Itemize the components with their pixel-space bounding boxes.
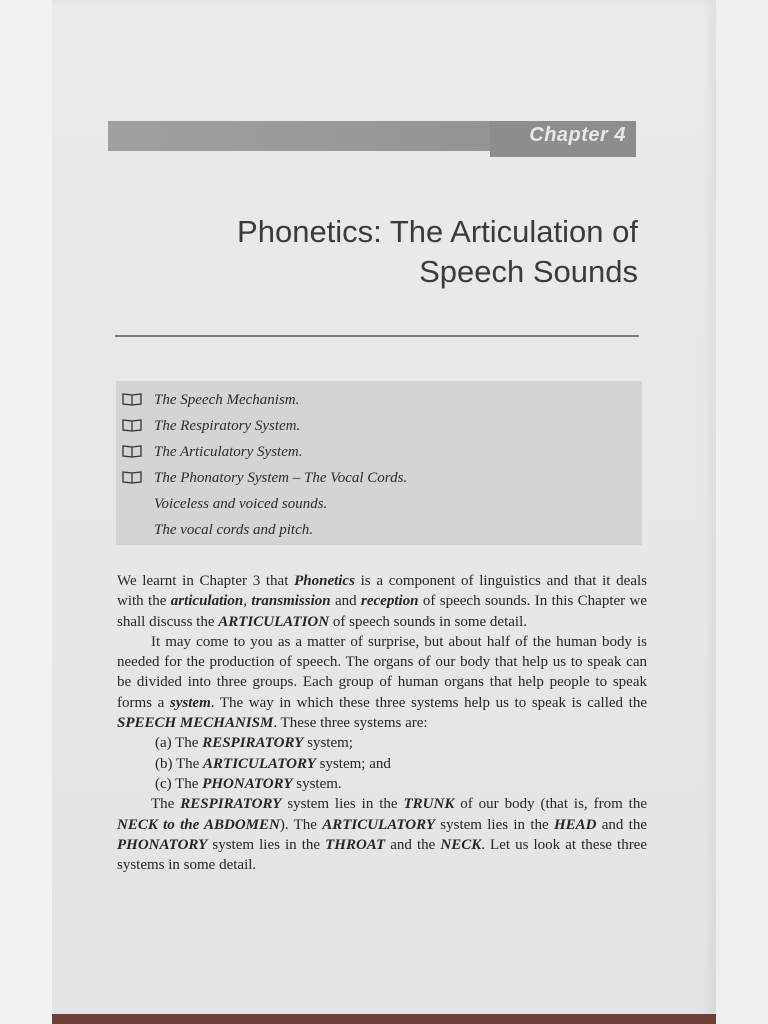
chapter-tab (490, 121, 636, 157)
list-item-a: (a) The RESPIRATORY system; (155, 735, 353, 752)
toc-item-label: The vocal cords and pitch. (154, 522, 314, 538)
chapter-contents-box (116, 381, 642, 545)
title-line-1: Phonetics: The Articulation of (237, 214, 638, 249)
page-margin-right (716, 0, 768, 1024)
toc-item-label: The Respiratory System. (154, 418, 301, 434)
paragraph-3: The RESPIRATORY system lies in the TRUNK of our body (that is, from the NECK to the ABDOMEN). The ARTICULATORY system lies in the HEAD and the PHONATORY system lies in the THROAT and the NECK. Let us look at these three systems in some detail. (117, 796, 648, 874)
toc-item (122, 413, 642, 439)
keyword: reception (361, 593, 419, 610)
chapter-banner (108, 121, 636, 151)
keyword: system (169, 694, 211, 711)
toc-item-label: Voiceless and voiced sounds. (154, 496, 328, 512)
toc-item-label: The Speech Mechanism. (154, 392, 300, 408)
list-item-c: (c) The PHONATORY system. (155, 775, 342, 792)
book-icon (122, 470, 142, 484)
title-divider (115, 335, 639, 337)
book-cover-edge (52, 1014, 716, 1024)
toc-subitem (122, 517, 642, 543)
keyword: Phonetics (294, 573, 355, 589)
page-margin-left (0, 0, 52, 1024)
chapter-body (117, 571, 647, 875)
keyword: ARTICULATION (218, 613, 330, 630)
paragraph-2: It may come to you as a matter of surprise, but about half of the human body is needed for the production of speech. The organs of our body that help us to speak can be divided into three groups. Each group of human organs that help people to speak forms a system. The way in which these three systems help us to speak is called the SPEECH MECHANISM. These three systems are: (117, 633, 647, 732)
book-icon (122, 392, 142, 406)
keyword: articulation (170, 593, 244, 610)
toc-subitem (122, 491, 642, 517)
toc-item (122, 387, 642, 413)
book-icon (122, 444, 142, 458)
toc-item-label: The Phonatory System – The Vocal Cords. (154, 470, 408, 486)
keyword: transmission (251, 593, 331, 610)
book-icon (122, 418, 142, 432)
toc-item (122, 465, 642, 491)
toc-item-label: The Articulatory System. (154, 444, 303, 460)
chapter-label: Chapter 4 (529, 124, 626, 146)
paragraph-1: We learnt in Chapter 3 that Phonetics is a component of linguistics and that it deals with the articulation, transmission and reception of speech sounds. In this Chapter we shall discuss the ARTICULATION of speech sounds in some detail. (117, 573, 647, 630)
title-line-2: Speech Sounds (419, 254, 638, 289)
list-item-b: (b) The ARTICULATORY system; and (155, 755, 391, 772)
toc-item (122, 439, 642, 465)
keyword: SPEECH MECHANISM (117, 715, 274, 732)
page-title (118, 212, 638, 292)
